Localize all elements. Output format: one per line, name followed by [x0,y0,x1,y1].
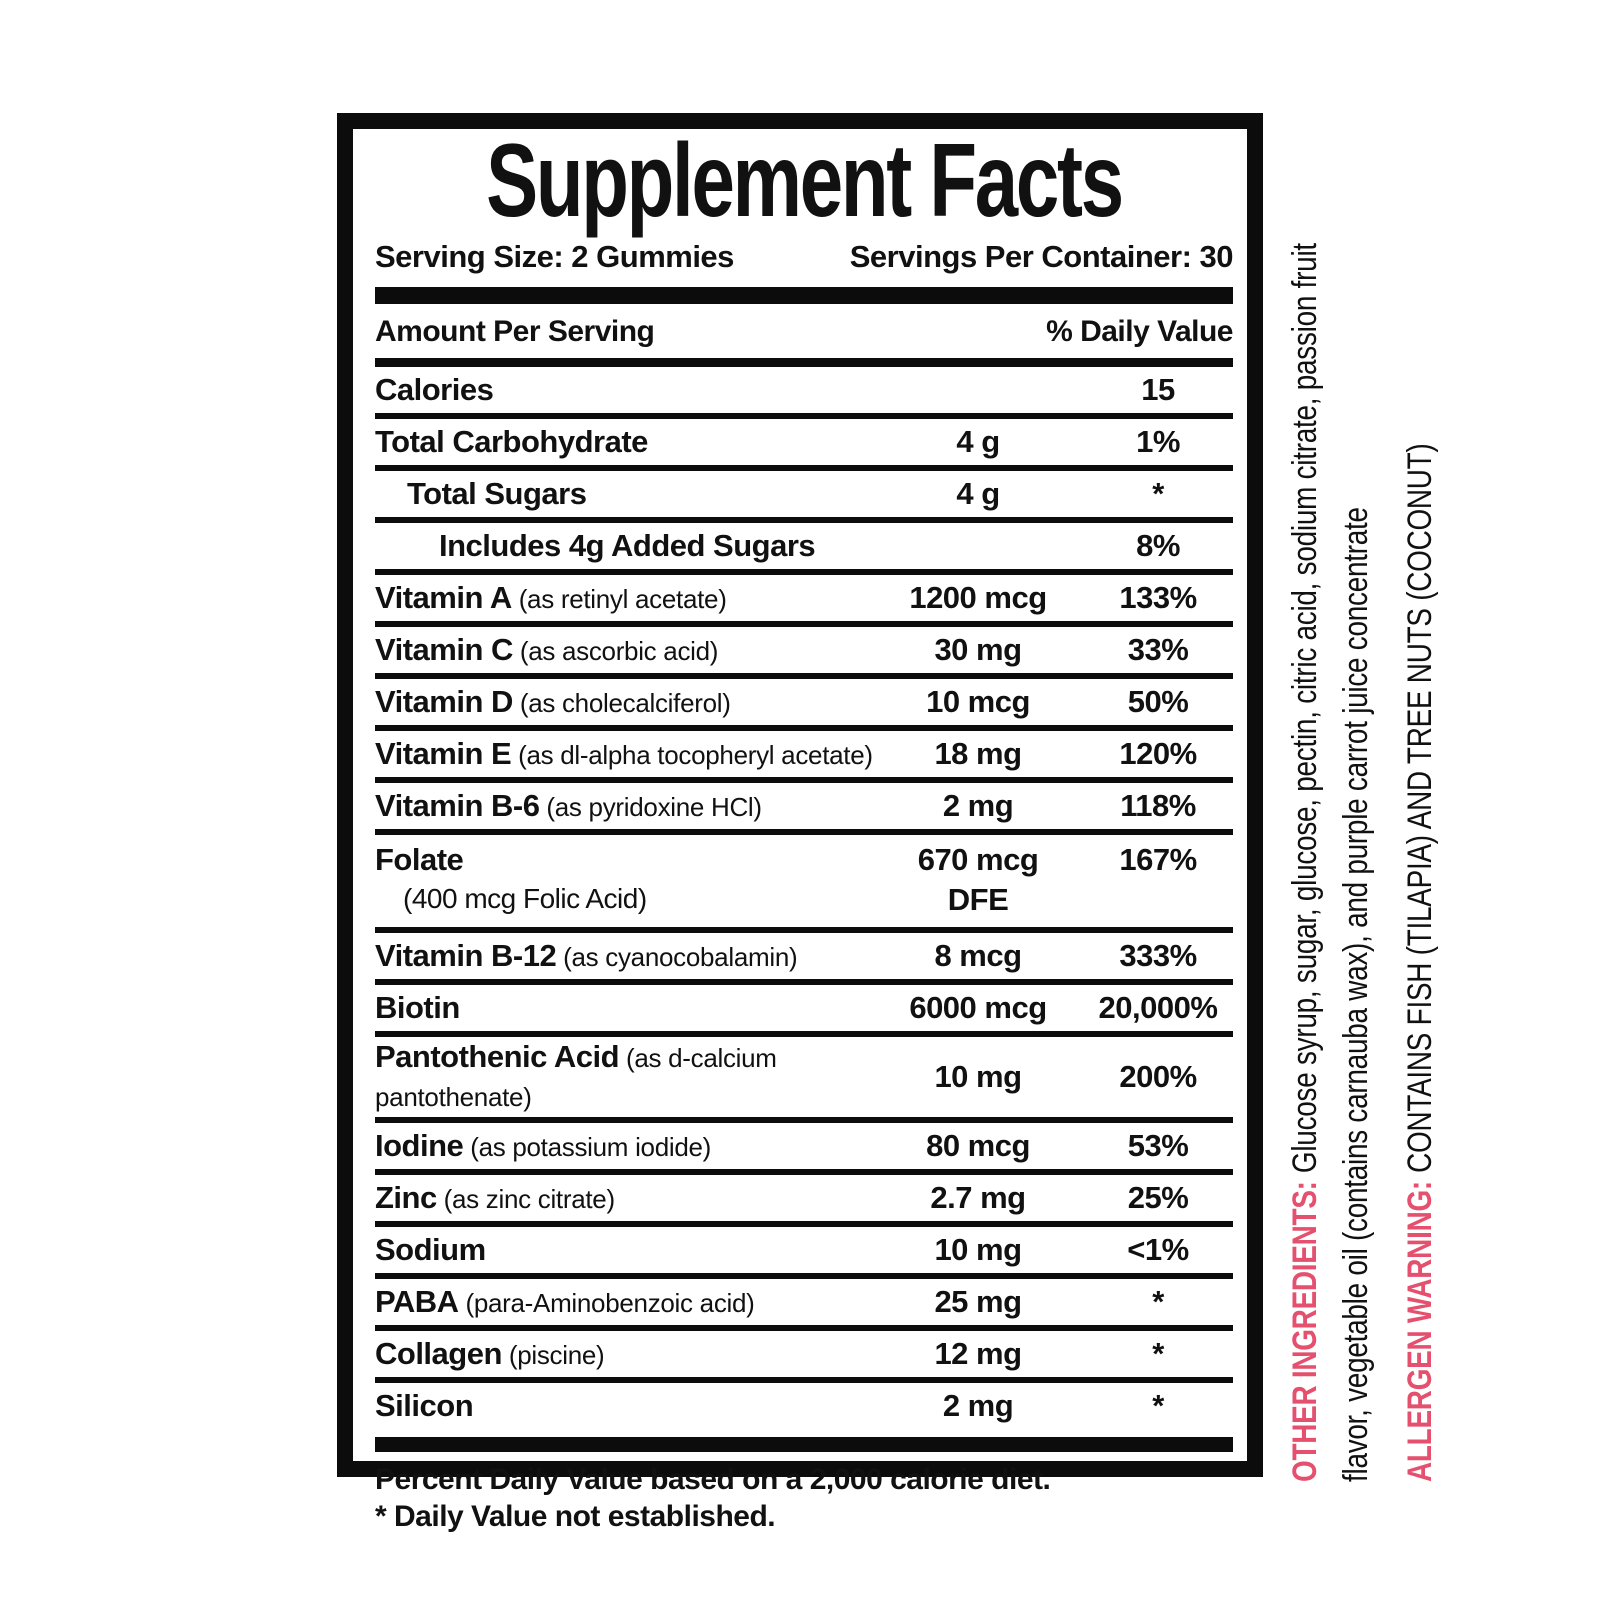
nutrient-daily-value: * [1152,1388,1164,1423]
nutrient-daily-value: 1% [1136,424,1180,459]
nutrient-source-detail: (para-Aminobenzoic acid) [458,1287,755,1318]
nutrient-row [375,523,1233,575]
nutrient-name: Sodium [375,1232,486,1267]
nutrient-daily-value: 118% [1120,788,1196,823]
nutrient-name: Silicon [375,1388,474,1423]
divider-medium [375,358,1233,367]
nutrient-name: Includes 4g Added Sugars [439,528,816,563]
nutrient-source-detail: (as zinc citrate) [436,1183,615,1214]
nutrient-source-detail: (as retinyl acetate) [511,583,727,614]
nutrient-daily-value: 200% [1119,1059,1197,1094]
servings-per-container-text: Servings Per Container: 30 [849,239,1233,274]
nutrient-name: Vitamin A (as retinyl acetate) [375,579,727,615]
nutrient-name: Biotin [375,990,460,1025]
nutrient-name: Total Sugars [407,476,587,511]
nutrient-amount: 2 mg [942,788,1014,823]
nutrient-name-second-line: (400 mcg Folic Acid) [403,883,647,914]
nutrient-row [375,471,1233,523]
nutrient-row [375,835,1233,933]
nutrient-daily-value: 333% [1119,938,1197,973]
nutrient-source-detail: (as ascorbic acid) [512,635,719,666]
nutrient-amount: 10 mg [934,1232,1022,1267]
supplement-facts-panel [337,113,1263,1533]
nutrient-daily-value: 120% [1119,736,1197,771]
nutrient-daily-value: 15 [1141,372,1175,407]
other-ingredients-line-2 [1336,507,1376,1482]
nutrient-row [375,783,1233,835]
nutrient-daily-value: 53% [1127,1128,1189,1163]
nutrient-amount: 30 mg [934,632,1022,667]
nutrient-row [375,419,1233,471]
nutrient-source-detail: (as cyanocobalamin) [556,941,798,972]
footnotes [375,1461,1233,1535]
nutrient-amount: 10 mg [934,1059,1022,1094]
nutrient-row [375,575,1233,627]
nutrient-daily-value: 133% [1119,580,1197,615]
nutrient-name: Folate (400 mcg Folic Acid) [375,841,873,919]
nutrient-daily-value: 20,000% [1098,990,1218,1025]
nutrient-row [375,1383,1233,1429]
nutrient-source-detail: (as potassium iodide) [463,1131,712,1162]
divider-thick-top [375,287,1233,304]
panel-title: Supplement Facts [486,123,1122,239]
nutrient-daily-value: * [1152,1336,1164,1371]
daily-value-header: % Daily Value [1046,315,1233,348]
allergen-warning-line [1400,443,1440,1482]
nutrient-amount: 6000 mcg [909,990,1047,1025]
nutrient-amount: 25 mg [934,1284,1022,1319]
other-ingredients-text-1: Glucose syrup, sugar, glucose, pectin, citric acid, sodium citrate, passion fruit [1286,243,1324,1174]
nutrient-name: Collagen (piscine) [375,1335,605,1371]
nutrient-amount: 8 mcg [934,938,1022,973]
nutrient-source-detail: (as cholecalciferol) [512,687,731,718]
amount-per-serving-header: Amount Per Serving [375,315,655,348]
other-ingredients-text-2: flavor, vegetable oil (contains carnauba wax), and purple carrot juice concentrate [1337,507,1375,1483]
nutrient-daily-value: 33% [1127,632,1189,667]
nutrient-amount: 10 mcg [926,684,1030,719]
nutrient-row [375,1227,1233,1279]
serving-info-row [375,239,1233,275]
nutrient-row [375,1175,1233,1227]
nutrient-row [375,731,1233,783]
nutrient-amount: 2 mg [942,1388,1014,1423]
nutrient-source-detail: (as d-calcium pantothenate) [375,1043,777,1112]
nutrient-amount: 670 mcg DFE [873,841,1083,921]
nutrient-daily-value: <1% [1127,1232,1189,1267]
allergen-warning-text: CONTAINS FISH (TILAPIA) AND TREE NUTS (COCONUT) [1401,443,1439,1173]
nutrient-daily-value: 8% [1136,528,1180,563]
table-header-row [375,304,1233,358]
nutrient-amount: 12 mg [934,1336,1022,1371]
nutrient-name: Pantothenic Acid (as d-calcium pantothenate) [375,1039,777,1112]
nutrient-row [375,1331,1233,1383]
divider-thick-bottom [375,1437,1233,1452]
nutrient-name: Vitamin D (as cholecalciferol) [375,683,731,719]
nutrient-amount: 4 g [956,476,1000,511]
nutrient-row [375,933,1233,985]
nutrient-row [375,679,1233,731]
nutrient-source-detail: (piscine) [501,1339,605,1370]
nutrient-row [375,1037,1233,1123]
other-ingredients-line-1 [1285,243,1325,1482]
other-ingredients-label: OTHER INGREDIENTS: [1286,1181,1324,1482]
nutrient-daily-value: * [1152,476,1164,511]
nutrient-name: Vitamin C (as ascorbic acid) [375,631,719,667]
nutrient-name: Vitamin B-12 (as cyanocobalamin) [375,937,798,973]
nutrient-daily-value: * [1152,1284,1164,1319]
nutrient-name: Zinc (as zinc citrate) [375,1179,615,1215]
nutrient-daily-value: 167% [1119,842,1197,877]
nutrient-name: Vitamin E (as dl-alpha tocopheryl acetate) [375,735,873,771]
nutrient-amount-second-line: DFE [947,882,1009,917]
nutrient-source-detail: (as pyridoxine HCl) [539,791,762,822]
nutrient-source-detail: (as dl-alpha tocopheryl acetate) [511,739,873,770]
nutrient-rows [375,367,1233,1429]
nutrient-amount: 4 g [956,424,1000,459]
nutrient-row [375,1279,1233,1331]
nutrient-name: Total Carbohydrate [375,424,648,459]
nutrient-name: Iodine (as potassium iodide) [375,1127,712,1163]
nutrient-row [375,367,1233,419]
nutrient-amount: 80 mcg [926,1128,1030,1163]
nutrient-daily-value: 50% [1127,684,1189,719]
nutrient-amount: 18 mg [934,736,1022,771]
footnote-dv-basis: Percent Daily Value based on a 2,000 calorie diet. [375,1463,1051,1496]
allergen-warning-label: ALLERGEN WARNING: [1401,1181,1439,1482]
nutrient-name: PABA (para-Aminobenzoic acid) [375,1283,755,1319]
nutrient-row [375,627,1233,679]
nutrient-row [375,1123,1233,1175]
nutrient-name: Vitamin B-6 (as pyridoxine HCl) [375,787,762,823]
nutrient-row [375,985,1233,1037]
nutrient-amount: 1200 mcg [909,580,1047,615]
footnote-asterisk: * Daily Value not established. [375,1500,776,1533]
nutrient-amount: 2.7 mg [930,1180,1026,1215]
nutrient-daily-value: 25% [1127,1180,1189,1215]
nutrient-name: Calories [375,372,494,407]
serving-size-text: Serving Size: 2 Gummies [375,239,734,274]
